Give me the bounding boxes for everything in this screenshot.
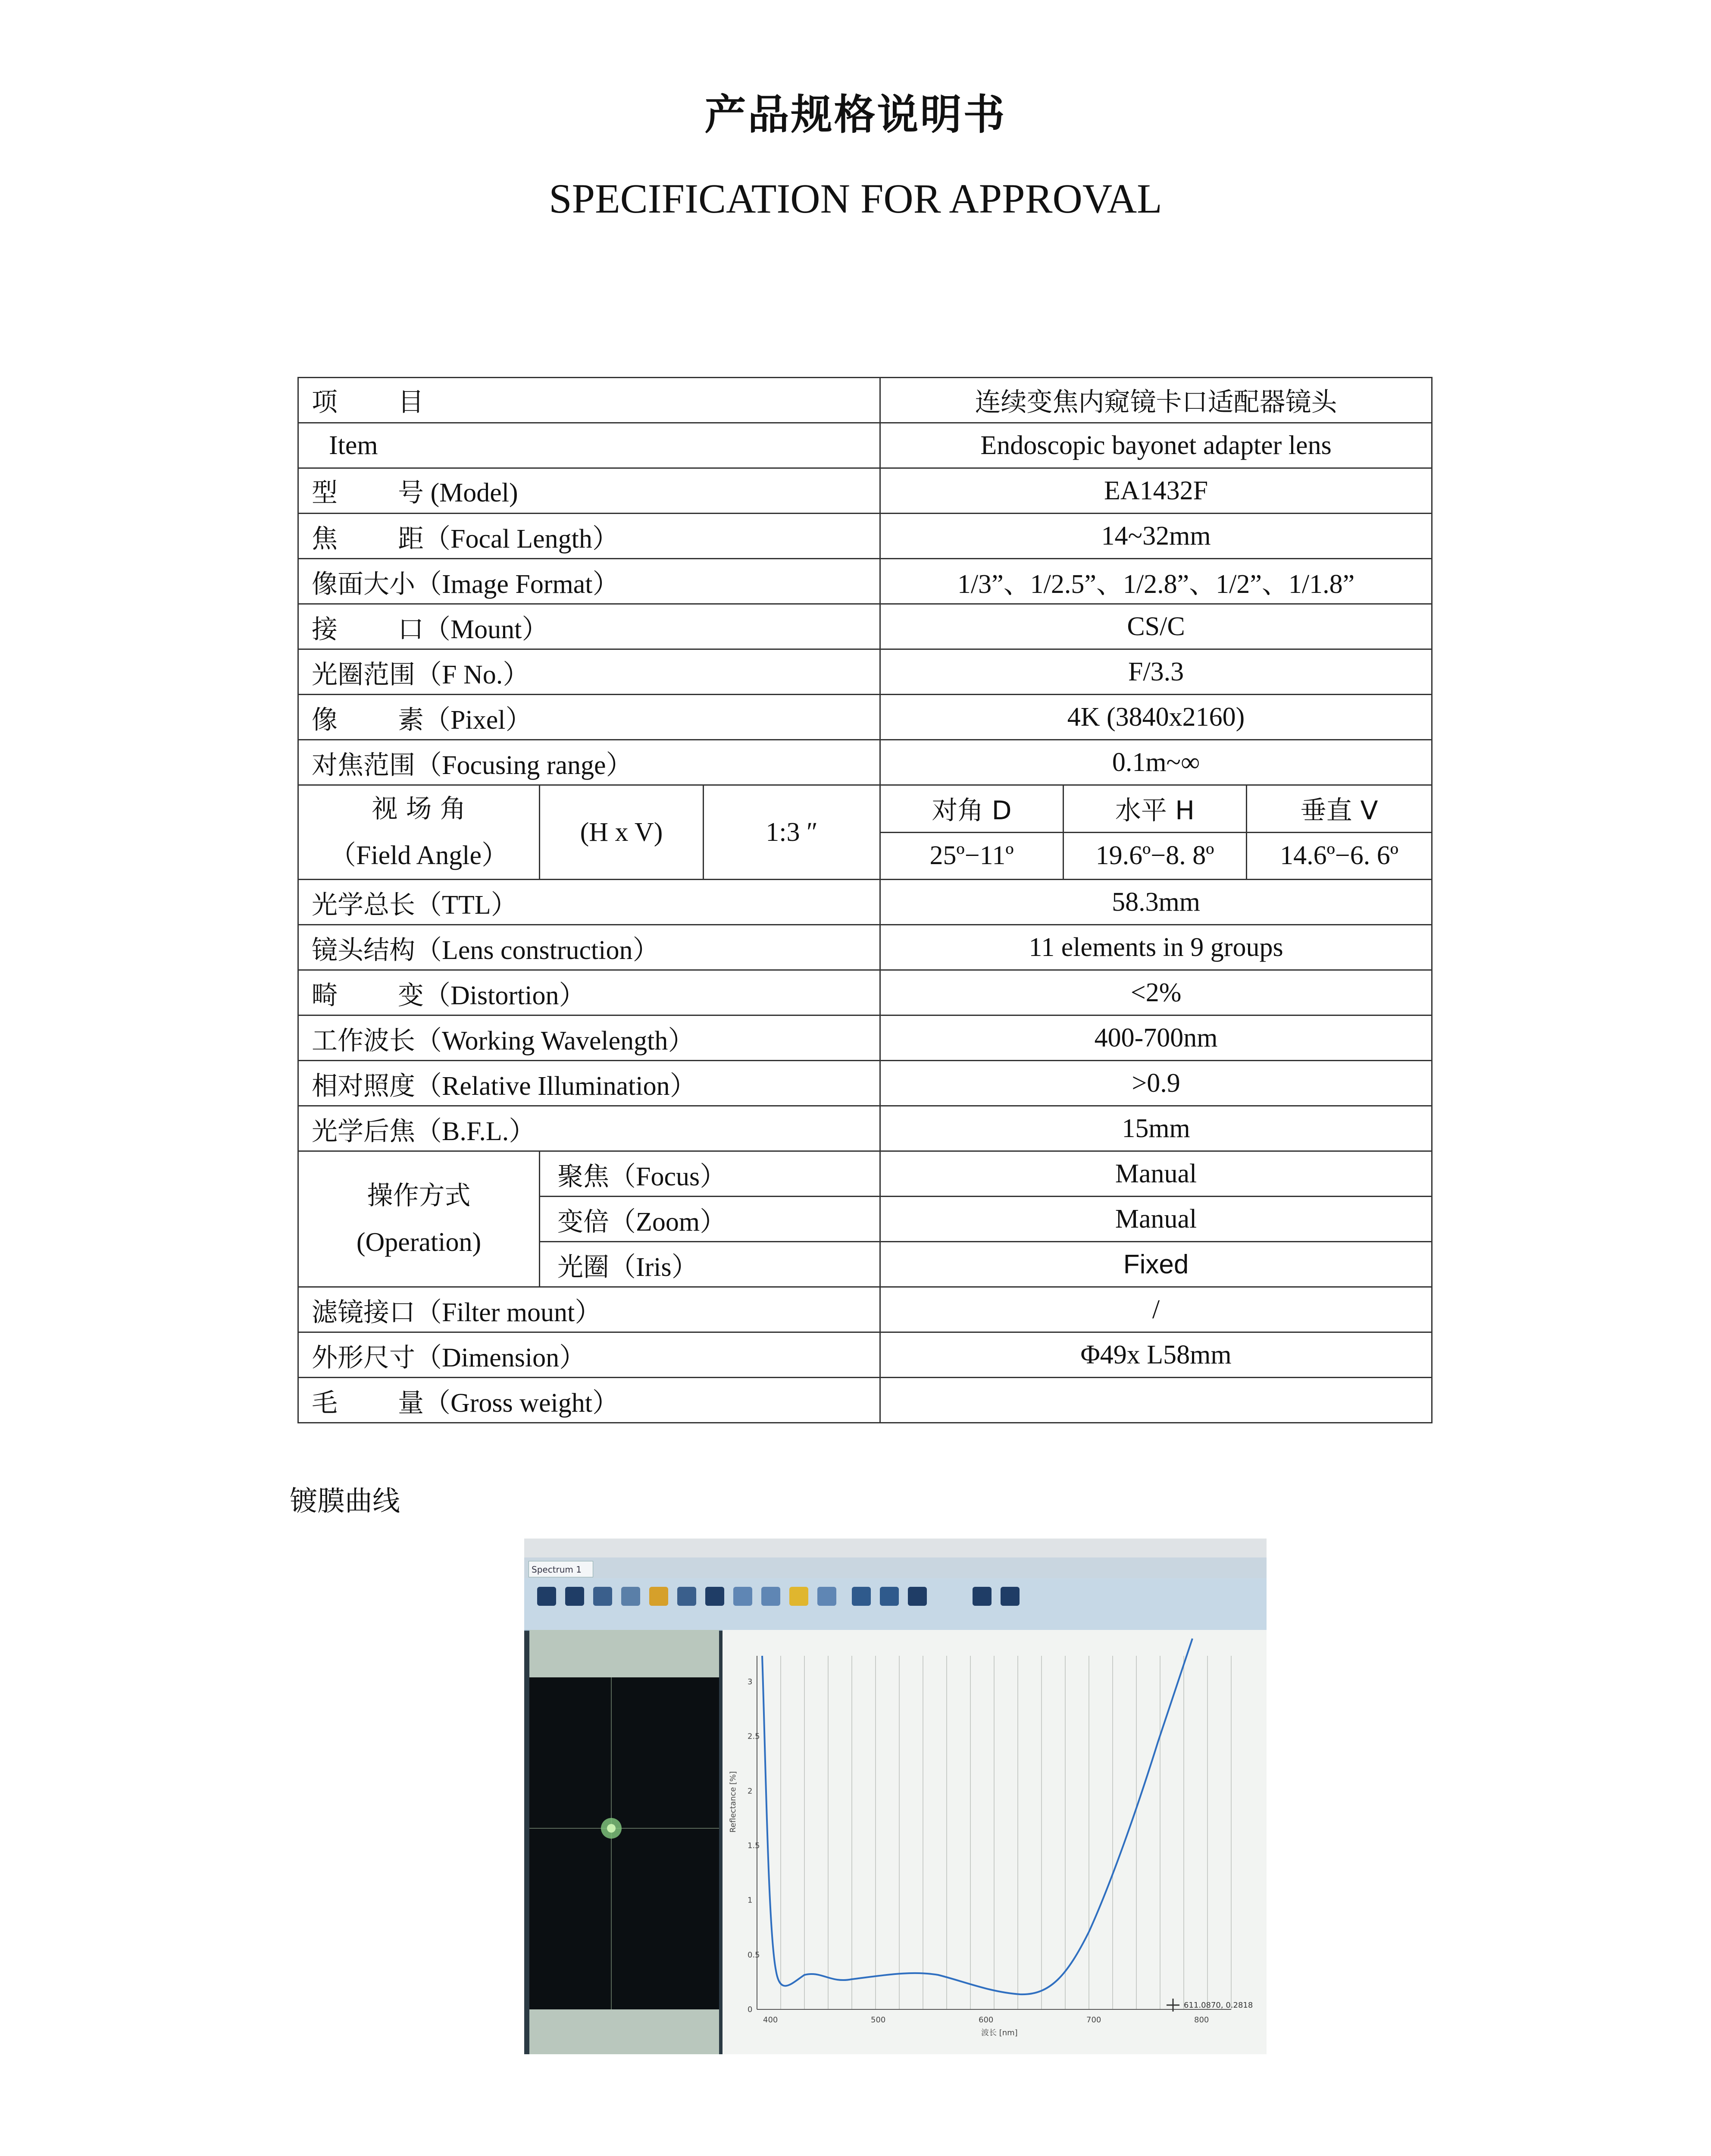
toolbar-icon — [621, 1587, 640, 1606]
row-ttl: 光学总长（TTL） 58.3mm — [298, 880, 1432, 925]
y-tick-label: 1.5 — [748, 1841, 760, 1850]
illumination-value: >0.9 — [880, 1061, 1432, 1106]
reflectance-line — [762, 1639, 1192, 1994]
dimension-value: Φ49x L58mm — [880, 1332, 1432, 1378]
toolbar-icon — [565, 1587, 584, 1606]
row-fno: 光圈范围（F No.） F/3.3 — [298, 649, 1432, 695]
fov-hv: (H x V) — [540, 785, 704, 880]
toolbar-icon — [677, 1587, 696, 1606]
reflectance-chart — [723, 1630, 1267, 2054]
toolbar-icon — [649, 1587, 668, 1606]
fov-h-value: 19.6º−8. 8º — [1064, 832, 1247, 880]
fov-d-value: 25º−11º — [880, 832, 1064, 880]
y-tick-label: 2 — [748, 1786, 753, 1796]
row-dimension: 外形尺寸（Dimension） Φ49x L58mm — [298, 1332, 1432, 1378]
row-item-cn: 项 目 连续变焦内窥镜卡口适配器镜头 — [298, 378, 1432, 423]
coating-curve-photo — [524, 1539, 1267, 2054]
row-focal: 焦 距（Focal Length） 14~32mm — [298, 514, 1432, 559]
y-tick-label: 3 — [748, 1677, 753, 1686]
preview-crosshair — [529, 1630, 719, 2054]
row-iris: 光圈（Iris） Fixed — [298, 1242, 1432, 1287]
wavelength-value: 400-700nm — [880, 1015, 1432, 1061]
row-focus: 操作方式 (Operation) 聚焦（Focus） Manual — [298, 1151, 1432, 1197]
toolbar-icon — [593, 1587, 612, 1606]
row-mount: 接 口（Mount） CS/C — [298, 604, 1432, 649]
spec-table — [297, 377, 1433, 1423]
toolbar-icon — [1001, 1587, 1020, 1606]
row-item-en: Item Endoscopic bayonet adapter lens — [298, 423, 1432, 468]
x-tick-label: 600 — [979, 2015, 994, 2024]
ttl-value: 58.3mm — [880, 880, 1432, 925]
photo-preview-panel — [529, 1630, 719, 2054]
x-tick-label: 400 — [763, 2015, 778, 2024]
row-zoom: 变倍（Zoom） Manual — [298, 1197, 1432, 1242]
x-axis-label: 波长 [nm] — [981, 2028, 1018, 2037]
toolbar-icon — [761, 1587, 780, 1606]
focus-value: Manual — [880, 1151, 1432, 1197]
cursor-readout: 611.0870, 0.2818 — [1184, 2001, 1253, 2010]
model-value: EA1432F — [880, 468, 1432, 514]
row-distortion: 畸 变（Distortion） <2% — [298, 970, 1432, 1015]
coating-curve-label: 镀膜曲线 — [290, 1485, 400, 1517]
row-focusing: 对焦范围（Focusing range） 0.1m~∞ — [298, 740, 1432, 785]
focusing-value: 0.1m~∞ — [880, 740, 1432, 785]
row-fov-1: 视 场 角 （Field Angle） (H x V) 1:3 ″ 对角 D 水平 H 垂直 V — [298, 785, 1432, 833]
distortion-value: <2% — [880, 970, 1432, 1015]
row-model: 型 号 (Model) EA1432F — [298, 468, 1432, 514]
zoom-value: Manual — [880, 1197, 1432, 1242]
photo-tab: Spectrum 1 — [529, 1561, 593, 1577]
fov-size: 1:3 ″ — [704, 785, 880, 880]
y-tick-label: 1 — [748, 1896, 753, 1905]
format-value: 1/3”、1/2.5”、1/2.8”、1/2”、1/1.8” — [880, 559, 1432, 604]
row-bfl: 光学后焦（B.F.L.） 15mm — [298, 1106, 1432, 1151]
weight-value — [880, 1378, 1432, 1423]
page-title-en: SPECIFICATION FOR APPROVAL — [549, 175, 1162, 222]
row-pixel: 像 素（Pixel） 4K (3840x2160) — [298, 695, 1432, 740]
reflectance-curve — [723, 1630, 1267, 2054]
x-tick-label: 500 — [871, 2015, 886, 2024]
toolbar-icon — [537, 1587, 556, 1606]
y-tick-label: 0 — [748, 2005, 753, 2014]
item-value-cn: 连续变焦内窥镜卡口适配器镜头 — [880, 378, 1432, 423]
row-filter: 滤镜接口（Filter mount） / — [298, 1287, 1432, 1332]
y-tick-label: 2.5 — [748, 1732, 760, 1741]
fov-v-value: 14.6º−6. 6º — [1247, 832, 1432, 880]
row-lens: 镜头结构（Lens construction） 11 elements in 9 groups — [298, 925, 1432, 970]
bfl-value: 15mm — [880, 1106, 1432, 1151]
row-illumination: 相对照度（Relative Illumination） >0.9 — [298, 1061, 1432, 1106]
photo-toolbar — [524, 1578, 1267, 1631]
page-title-cn: 产品规格说明书 — [704, 91, 1007, 139]
y-axis-label: Reflectance [%] — [729, 1771, 738, 1833]
toolbar-icon — [880, 1587, 899, 1606]
filter-value: / — [880, 1287, 1432, 1332]
focal-value: 14~32mm — [880, 514, 1432, 559]
toolbar-icon — [852, 1587, 871, 1606]
toolbar-icon — [789, 1587, 808, 1606]
photo-tab-bar — [524, 1557, 1267, 1578]
fno-value: F/3.3 — [880, 649, 1432, 695]
toolbar-icon — [705, 1587, 724, 1606]
row-weight: 毛 量（Gross weight） — [298, 1378, 1432, 1423]
x-tick-label: 700 — [1086, 2015, 1101, 2024]
toolbar-icon — [908, 1587, 927, 1606]
toolbar-icon — [973, 1587, 992, 1606]
iris-value: Fixed — [880, 1242, 1432, 1287]
item-value-en: Endoscopic bayonet adapter lens — [880, 423, 1432, 468]
y-tick-label: 0.5 — [748, 1950, 760, 1960]
toolbar-icon — [817, 1587, 836, 1606]
row-format: 像面大小（Image Format） 1/3”、1/2.5”、1/2.8”、1/2”、1/1.8” — [298, 559, 1432, 604]
mount-value: CS/C — [880, 604, 1432, 649]
x-tick-label: 800 — [1194, 2015, 1209, 2024]
lens-value: 11 elements in 9 groups — [880, 925, 1432, 970]
pixel-value: 4K (3840x2160) — [880, 695, 1432, 740]
toolbar-icon — [733, 1587, 752, 1606]
photo-menu-bar — [524, 1539, 1267, 1557]
row-wavelength: 工作波长（Working Wavelength） 400-700nm — [298, 1015, 1432, 1061]
